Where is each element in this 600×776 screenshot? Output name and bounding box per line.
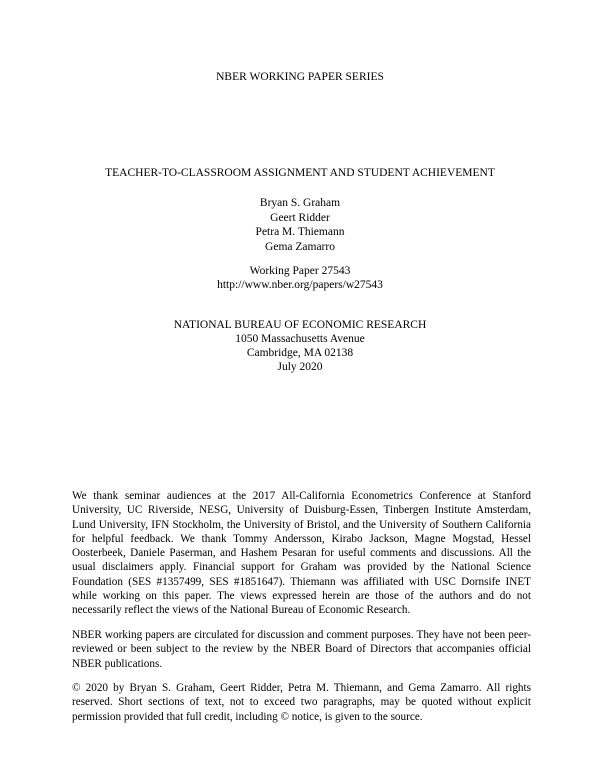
publisher-name: NATIONAL BUREAU OF ECONOMIC RESEARCH xyxy=(173,319,427,331)
publisher-address-line1: 1050 Massachusetts Avenue xyxy=(235,333,365,345)
author-name: Gema Zamarro xyxy=(265,241,335,254)
series-label: NBER WORKING PAPER SERIES xyxy=(216,71,384,83)
acknowledgments-paragraph: We thank seminar audiences at the 2017 All-California Econometrics Conference at Stanford University, UC Riverside, NESG, University of Duisburg-Essen, Tinbergen Institute Amsterdam, Lund University, IFN Stockholm, the University of Bristol, and the University of Southern California for helpful feedback. We thank Tommy Andersson, Kirabo Jackson, Magne Mogstad, Hessel Oosterbeek, Daniele Paserman, and Hashem Pesaran for useful comments and discussions. All the usual disclaimers apply. Financial support for Graham was provided by the National Science Foundation (SES #1357499, SES #1851647). Thiemann was affiliated with USC Dornsife INET while working on this paper. The views expressed herein are those of the authors and do not necessarily reflect the views of the National Bureau of Economic Research. xyxy=(72,490,531,617)
publisher-block xyxy=(0,318,600,374)
working-paper-info xyxy=(0,264,600,292)
author-name: Petra M. Thiemann xyxy=(255,226,345,239)
author-name: Geert Ridder xyxy=(270,211,330,224)
disclaimer-paragraph: NBER working papers are circulated for discussion and comment purposes. They have not been peer-reviewed or been subject to the review by the NBER Board of Directors that accompanies official NBER publications. xyxy=(72,629,531,670)
working-paper-url[interactable]: http://www.nber.org/papers/w27543 xyxy=(217,279,383,291)
working-paper-number: Working Paper 27543 xyxy=(249,265,351,277)
copyright-paragraph: © 2020 by Bryan S. Graham, Geert Ridder, Petra M. Thiemann, and Gema Zamarro. All rights reserved. Short sections of text, not to exceed two paragraphs, may be quoted without explicit permission provided that full credit, including © notice, is given to the source. xyxy=(72,682,531,723)
paper-title: TEACHER-TO-CLASSROOM ASSIGNMENT AND STUDENT ACHIEVEMENT xyxy=(105,167,495,179)
publisher-address-line2: Cambridge, MA 02138 xyxy=(246,347,354,359)
author-name: Bryan S. Graham xyxy=(259,197,341,209)
publication-date: July 2020 xyxy=(277,361,323,373)
author-list xyxy=(0,196,600,255)
